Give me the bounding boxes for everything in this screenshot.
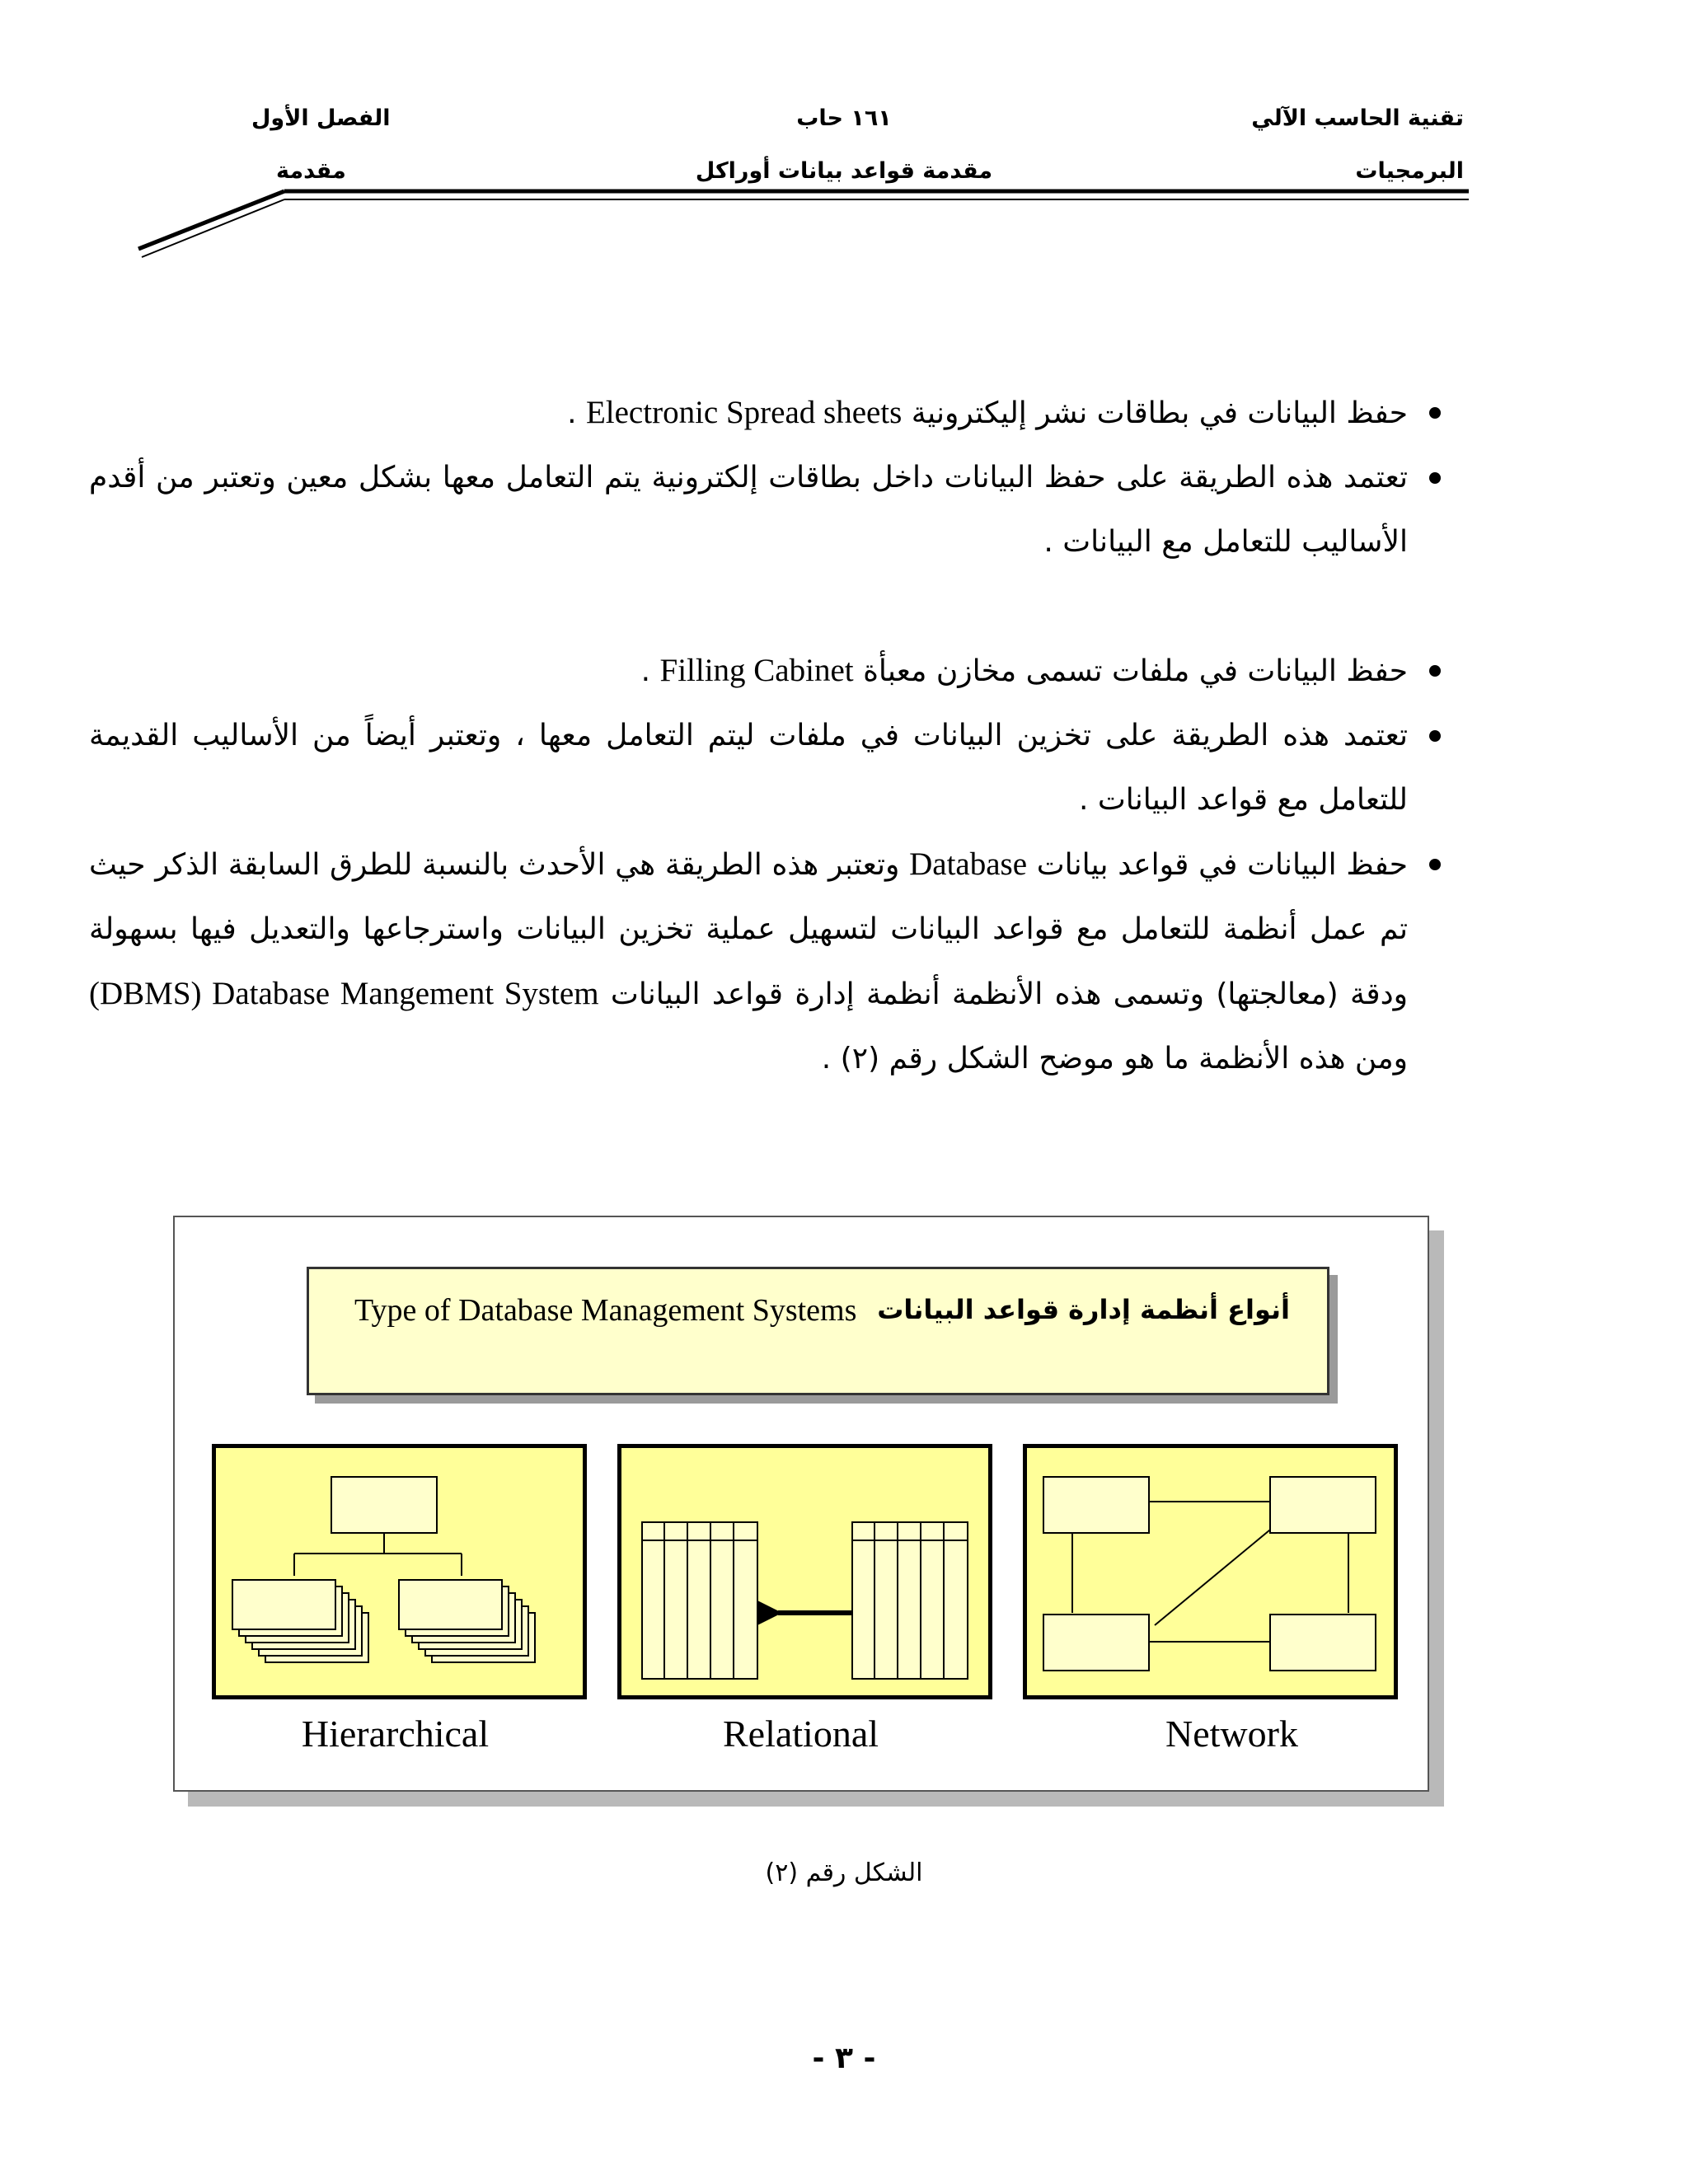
- network-diagram: [1027, 1448, 1394, 1695]
- bullet-database: [89, 832, 1441, 1091]
- header-chapter: الفصل الأول: [251, 105, 391, 131]
- page-number: - ٣ -: [812, 2041, 876, 2075]
- header-specialty: البرمجيات: [1355, 158, 1464, 184]
- bullet-filing: [89, 639, 1441, 704]
- header-section: مقدمة: [276, 158, 346, 184]
- bullet-spreadsheets-desc-text: تعتمد هذه الطريقة على حفظ البيانات داخل بطاقات إلكترونية يتم التعامل معها بشكل معين وتعتبر من أقدم الأساليب للتعامل مع البيانات .: [89, 461, 1408, 559]
- dbms-figure: [173, 1216, 1429, 1792]
- header-course-title: مقدمة قواعد بيانات أوراكل: [695, 158, 993, 184]
- bullet-database-p2: وتعتبر هذه الطريقة هي الأحدث بالنسبة للطرق السابقة الذكر حيث تم عمل أنظمة للتعامل مع قواعد البيانات لتسهيل عملية تخزين البيانات واسترجاعها والتعديل فيها بسهولة ودقة (معالجتها) وتسمى هذه الأنظمة أنظمة إدارة قواعد البيانات: [89, 848, 1408, 1011]
- bullet-spreadsheets-term: Electronic Spread sheets: [585, 395, 903, 430]
- label-relational: Relational: [722, 1713, 879, 1755]
- bullet-database-term: Database: [909, 846, 1028, 882]
- bullet-database-p3: ومن هذه الأنظمة ما هو موضح الشكل رقم (٢) .: [821, 1042, 1408, 1076]
- bullet-filing-term: Filling Cabinet: [659, 653, 854, 688]
- relational-panel: [617, 1444, 992, 1699]
- figure-title-box: [307, 1267, 1329, 1395]
- bullet-filing-text: حفظ البيانات في ملفات تسمى مخازن معبأة: [863, 654, 1408, 688]
- bullet-database-p1: حفظ البيانات في قواعد بيانات: [1036, 848, 1408, 882]
- bullet-database-dbms: (DBMS) Database Mangement System: [89, 976, 599, 1011]
- label-network: Network: [1165, 1713, 1298, 1755]
- bullet-spreadsheets: [89, 381, 1441, 446]
- figure-title-ar: أنواع أنظمة إدارة قواعد البيانات: [877, 1294, 1290, 1325]
- bullet-spreadsheets-desc: [89, 446, 1441, 574]
- body-text: [89, 381, 1441, 1091]
- bullet-spreadsheets-text: حفظ البيانات في بطاقات نشر إليكترونية: [911, 396, 1408, 430]
- network-panel: [1023, 1444, 1398, 1699]
- hierarchical-diagram: [216, 1448, 583, 1695]
- figure-caption: الشكل رقم (٢): [765, 1858, 923, 1887]
- header-rule: [0, 0, 1688, 272]
- label-hierarchical: Hierarchical: [301, 1713, 490, 1755]
- relational-diagram: [621, 1448, 988, 1695]
- bullet-filing-desc-text: تعتمد هذه الطريقة على تخزين البيانات في ملفات ليتم التعامل معها ، وتعتبر أيضاً من الأساليب القديمة للتعامل مع قواعد البيانات .: [89, 719, 1408, 817]
- bullet-spreadsheets-end: .: [567, 396, 586, 430]
- bullet-filing-end: .: [640, 654, 660, 688]
- bullet-filing-desc: [89, 704, 1441, 832]
- figure-title-en: Type of Database Management Systems: [354, 1293, 857, 1328]
- header-subject: تقنية الحاسب الآلي: [1251, 105, 1464, 131]
- header-course-code: ١٦١ حاب: [796, 105, 892, 131]
- hierarchical-panel: [212, 1444, 587, 1699]
